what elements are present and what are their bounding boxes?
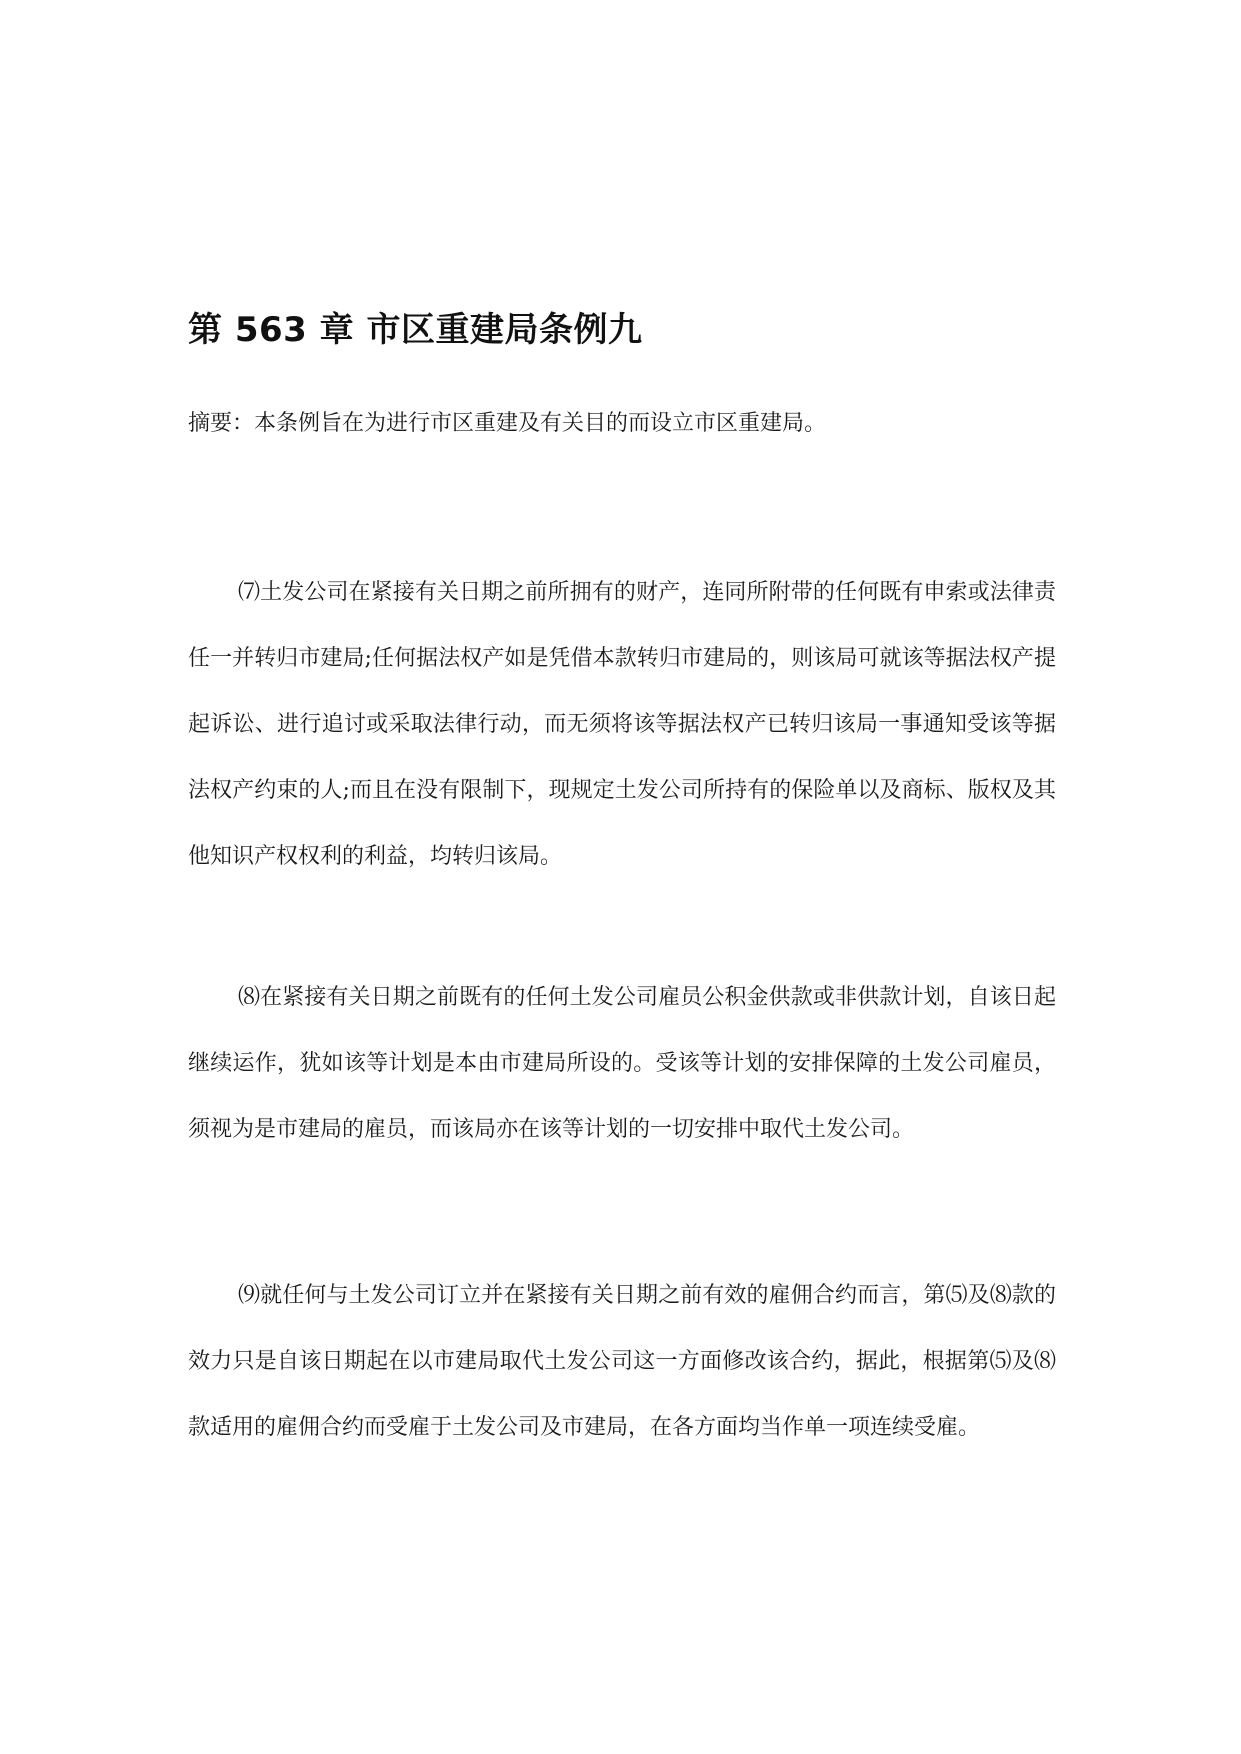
page-title: 第 563 章 市区重建局条例九 — [188, 310, 643, 350]
paragraph-8: ⑻在紧接有关日期之前既有的任何土发公司雇员公积金供款或非供款计划，自该日起继续运作，犹如该等计划是本由市建局所设的。受该等计划的安排保障的土发公司雇员，须视为是市建局的雇员，而该局亦在该等计划的一切安排中取代土发公司。 — [188, 985, 1056, 1142]
summary-text: 摘要：本条例旨在为进行市区重建及有关目的而设立市区重建局。 — [188, 411, 827, 436]
paragraph-9: ⑼就任何与土发公司订立并在紧接有关日期之前有效的雇佣合约而言，第⑸及⑻款的效力只是自该日期起在以市建局取代土发公司这一方面修改该合约，据此，根据第⑸及⑻款适用的雇佣合约而受雇于土发公司及市建局，在各方面均当作单一项连续受雇。 — [188, 1283, 1056, 1440]
paragraph-7: ⑺土发公司在紧接有关日期之前所拥有的财产，连同所附带的任何既有申索或法律责任一并转归市建局;任何据法权产如是凭借本款转归市建局的，则该局可就该等据法权产提起诉讼、进行追讨或采取法律行动，而无须将该等据法权产已转归该局一事通知受该等据法权产约束的人;而且在没有限制下，现规定土发公司所持有的保险单以及商标、版权及其他知识产权权利的利益，均转归该局。 — [188, 580, 1056, 869]
